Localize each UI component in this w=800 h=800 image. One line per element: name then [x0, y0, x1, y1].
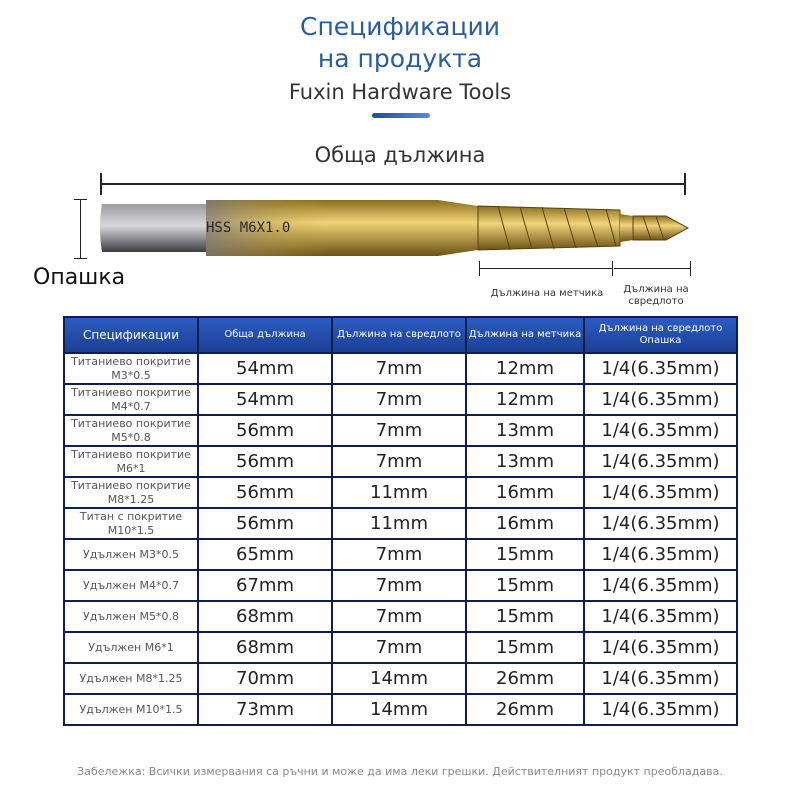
table-row	[64, 508, 737, 539]
spec-cell: Титаниево покритие M8*1.25	[64, 477, 198, 508]
tap-cell: 15mm	[466, 570, 584, 601]
tap-cell: 16mm	[466, 477, 584, 508]
shank-bottom-tick	[74, 258, 87, 259]
tap-cell: 12mm	[466, 384, 584, 415]
tap-cell: 15mm	[466, 632, 584, 663]
total-length-dimension-line	[101, 183, 685, 185]
spec-cell: Титаниево покритие M4*0.7	[64, 384, 198, 415]
spec-cell: Титаниево покритие M6*1	[64, 446, 198, 477]
table-row	[64, 384, 737, 415]
spec-cell: Удължен M8*1.25	[64, 663, 198, 694]
drill-cell: 7mm	[332, 601, 466, 632]
spec-cell: Удължен M4*0.7	[64, 570, 198, 601]
tap-length-label: Дължина на метчика	[490, 288, 604, 299]
total-cell: 56mm	[198, 415, 332, 446]
shank-label: Опашка	[33, 265, 126, 290]
table-row	[64, 694, 737, 725]
spec-cell: Удължен M6*1	[64, 632, 198, 663]
table-row	[64, 539, 737, 570]
bit-marking: HSS M6X1.0	[206, 220, 291, 236]
drill-cell: 11mm	[332, 508, 466, 539]
table-header-row	[64, 317, 737, 353]
title-line-2: на продукта	[317, 44, 483, 73]
hex-shank	[100, 204, 208, 252]
shank-cell: 1/4(6.35mm)	[584, 601, 737, 632]
drill-cell: 14mm	[332, 663, 466, 694]
total-cell: 54mm	[198, 384, 332, 415]
tap-cell: 12mm	[466, 353, 584, 384]
drill-cell: 7mm	[332, 632, 466, 663]
total-cell: 70mm	[198, 663, 332, 694]
total-length-label: Обща дължина	[314, 143, 486, 167]
header-drill-length: Дължина на свредлото	[332, 317, 466, 353]
header-total-length: Обща дължина	[198, 317, 332, 353]
tap-cell: 26mm	[466, 663, 584, 694]
total-length-left-tick	[100, 173, 102, 195]
spec-cell: Удължен M3*0.5	[64, 539, 198, 570]
drill-length-label: Дължина на свредлото	[623, 284, 689, 307]
drill-right-tick	[690, 261, 691, 276]
header-shank: Дължина на свредлото Опашка	[584, 317, 737, 353]
total-cell: 67mm	[198, 570, 332, 601]
total-cell: 68mm	[198, 601, 332, 632]
shank-top-tick	[74, 199, 87, 200]
table-row	[64, 353, 737, 384]
title-line-1: Спецификации	[300, 12, 500, 41]
shank-cell: 1/4(6.35mm)	[584, 694, 737, 725]
total-length-right-tick	[684, 173, 686, 195]
shank-cell: 1/4(6.35mm)	[584, 415, 737, 446]
spec-cell: Титаниево покритие M3*0.5	[64, 353, 198, 384]
table-row	[64, 663, 737, 694]
shank-cell: 1/4(6.35mm)	[584, 477, 737, 508]
drill-cell: 11mm	[332, 477, 466, 508]
drill-cell: 7mm	[332, 353, 466, 384]
total-cell: 65mm	[198, 539, 332, 570]
drill-tap-bit-image	[98, 194, 690, 262]
brand-name: Fuxin Hardware Tools	[288, 80, 512, 104]
total-cell: 56mm	[198, 508, 332, 539]
title-accent-bar	[372, 113, 430, 118]
header-tap-length: Дължина на метчика	[466, 317, 584, 353]
shank-taper	[438, 200, 478, 256]
shank-cell: 1/4(6.35mm)	[584, 663, 737, 694]
shank-dimension-line	[80, 200, 81, 258]
specifications-table	[63, 316, 738, 726]
spec-cell: Титан с покритие M10*1.5	[64, 508, 198, 539]
shank-cell: 1/4(6.35mm)	[584, 508, 737, 539]
shank-cell: 1/4(6.35mm)	[584, 632, 737, 663]
drill-cell: 7mm	[332, 539, 466, 570]
total-cell: 54mm	[198, 353, 332, 384]
spec-cell: Удължен M10*1.5	[64, 694, 198, 725]
drill-cell: 7mm	[332, 384, 466, 415]
total-cell: 56mm	[198, 446, 332, 477]
total-cell: 56mm	[198, 477, 332, 508]
tap-length-dimension-line	[479, 268, 613, 269]
tap-cell: 16mm	[466, 508, 584, 539]
shank-cell: 1/4(6.35mm)	[584, 539, 737, 570]
drill-tip	[633, 216, 688, 240]
drill-cell: 7mm	[332, 415, 466, 446]
spec-cell: Удължен M5*0.8	[64, 601, 198, 632]
table-row	[64, 632, 737, 663]
tap-cell: 26mm	[466, 694, 584, 725]
tap-cell: 13mm	[466, 446, 584, 477]
tap-thread	[478, 206, 620, 250]
table-row	[64, 415, 737, 446]
total-cell: 73mm	[198, 694, 332, 725]
table-row	[64, 477, 737, 508]
shank-cell: 1/4(6.35mm)	[584, 446, 737, 477]
tap-cell: 15mm	[466, 539, 584, 570]
tap-cell: 13mm	[466, 415, 584, 446]
table-row	[64, 570, 737, 601]
shank-cell: 1/4(6.35mm)	[584, 384, 737, 415]
shank-cell: 1/4(6.35mm)	[584, 570, 737, 601]
footer-note: Забележка: Всички измервания са ръчни и може да има леки грешки. Действителният продукт преобладава.	[77, 765, 723, 778]
drill-cell: 14mm	[332, 694, 466, 725]
table-row	[64, 446, 737, 477]
tap-cell: 15mm	[466, 601, 584, 632]
tap-left-tick	[479, 261, 480, 276]
spec-cell: Титаниево покритие M5*0.8	[64, 415, 198, 446]
drill-cell: 7mm	[332, 570, 466, 601]
neck	[620, 214, 633, 242]
shank-cell: 1/4(6.35mm)	[584, 353, 737, 384]
tap-right-tick	[612, 261, 613, 276]
table-row	[64, 601, 737, 632]
drill-length-dimension-line	[614, 268, 690, 269]
header-spec: Спецификации	[64, 317, 198, 353]
total-cell: 68mm	[198, 632, 332, 663]
drill-cell: 7mm	[332, 446, 466, 477]
